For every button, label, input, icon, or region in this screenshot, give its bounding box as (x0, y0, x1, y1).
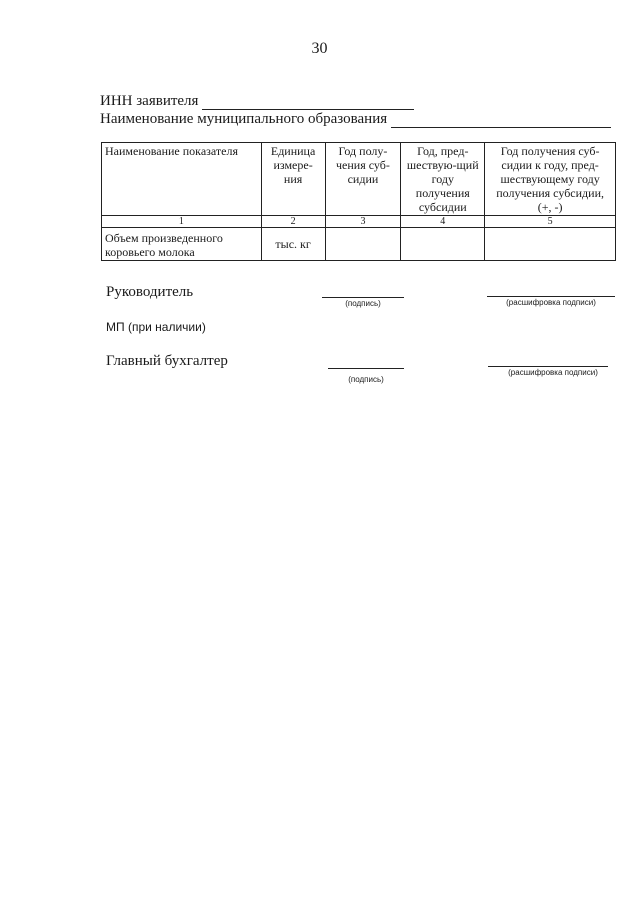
table-header-row (102, 143, 616, 216)
table-row (102, 228, 616, 261)
page-number: 30 (311, 40, 328, 57)
column-number: 4 (401, 216, 485, 228)
accountant-name-line (488, 352, 608, 367)
head-name-line (487, 281, 615, 297)
head-name-caption: (расшифровка подписи) (506, 298, 596, 307)
column-header-difference: Год получения суб-сидии к году, пред-шествующему году получения субсидии, (+, -) (485, 143, 616, 216)
difference-cell (485, 228, 616, 261)
indicators-table (101, 142, 616, 261)
year-before-cell (401, 228, 485, 261)
inn-field (100, 93, 414, 110)
unit-cell: тыс. кг (261, 228, 325, 261)
column-header-year-before: Год, пред-шествую-щий году получения субсидии (401, 143, 485, 216)
head-signature-line (322, 282, 404, 298)
year-received-cell (325, 228, 401, 261)
accountant-name-caption: (расшифровка подписи) (508, 368, 598, 377)
column-header-year-received: Год полу-чения суб-сидии (325, 143, 401, 216)
inn-blank-line (202, 97, 414, 110)
column-number-row (102, 216, 616, 228)
accountant-signature-line (328, 354, 404, 369)
column-number: 3 (325, 216, 401, 228)
municipality-field (100, 111, 611, 128)
indicator-cell: Объем произведенного коровьего молока (102, 228, 262, 261)
column-number: 1 (102, 216, 262, 228)
column-number: 5 (485, 216, 616, 228)
stamp-note: МП (при наличии) (106, 320, 206, 334)
head-signature-caption: (подпись) (345, 299, 381, 308)
head-label: Руководитель (106, 284, 194, 300)
municipality-blank-line (391, 115, 611, 128)
municipality-label: Наименование муниципального образования (100, 111, 388, 127)
column-header-indicator: Наименование показателя (102, 143, 262, 216)
inn-label: ИНН заявителя (100, 93, 199, 109)
accountant-label: Главный бухгалтер (106, 353, 228, 369)
column-number: 2 (261, 216, 325, 228)
accountant-signature-caption: (подпись) (348, 375, 384, 384)
column-header-unit: Единица измере-ния (261, 143, 325, 216)
